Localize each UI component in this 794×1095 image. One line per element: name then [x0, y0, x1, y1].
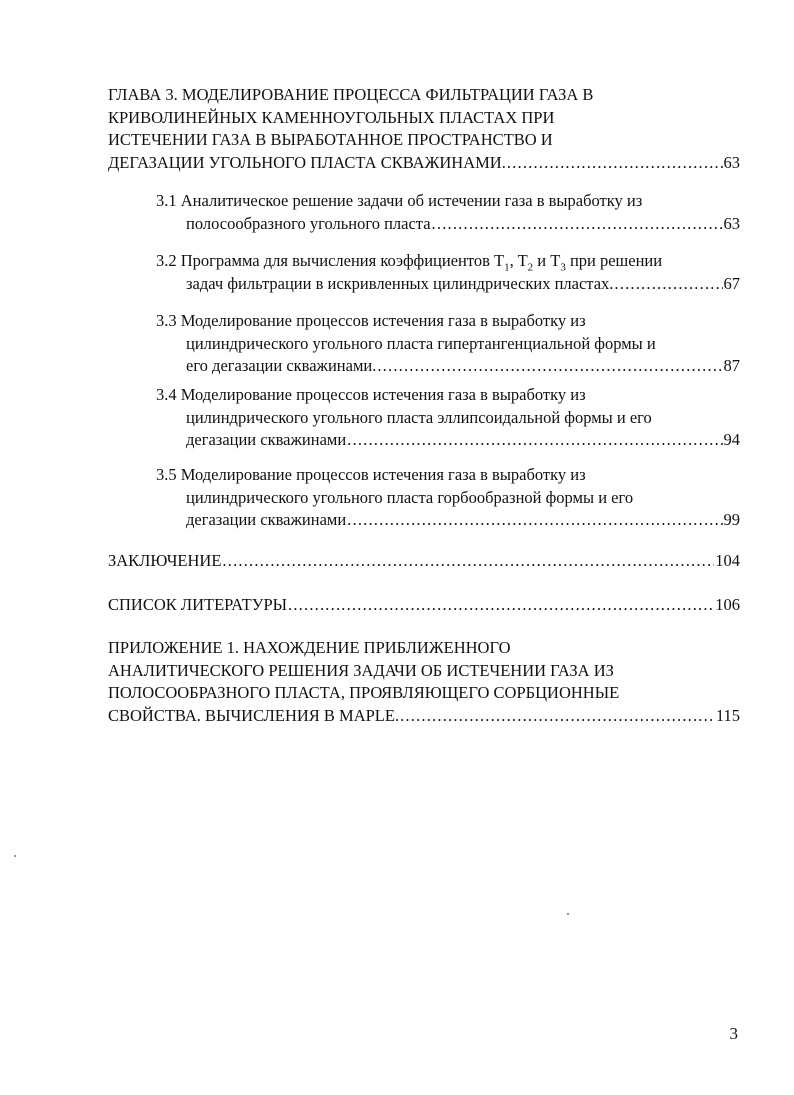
appendix-line-4: СВОЙСТВА. ВЫЧИСЛЕНИЯ В MAPLE. ..... 115: [108, 705, 740, 728]
section-page-number: 63: [723, 213, 740, 233]
appendix-line-2: АНАЛИТИЧЕСКОГО РЕШЕНИЯ ЗАДАЧИ ОБ ИСТЕЧЕНИИ ГАЗА ИЗ: [108, 660, 614, 680]
section-page-number: 94: [723, 430, 740, 449]
section-line-1: 3.5 Моделирование процессов истечения газа в выработку из: [156, 465, 586, 484]
section-line-3: дегазации скважинами ..... 94: [156, 429, 740, 452]
dot-leader: [400, 705, 715, 728]
section-line-2: задач фильтрации в искривленных цилиндрических пластах. ..... 67: [156, 273, 740, 296]
section-page-number: 67: [723, 273, 740, 293]
toc-references[interactable]: [108, 594, 740, 617]
dot-leader: [288, 594, 714, 617]
section-title-part: 3.2 Программа для вычисления коэффициентов $T_1$, $T_2$ и $T_3$ при решении: [156, 251, 663, 274]
toc-conclusion[interactable]: [108, 550, 740, 573]
dot-leader: [432, 213, 723, 236]
section-line-2: цилиндрического угольного пласта горбообразной формы и его: [186, 487, 634, 507]
toc-section-3-2[interactable]: [156, 250, 740, 295]
section-page-number: 99: [723, 510, 740, 529]
section-line-1: 3.3 Моделирование процессов истечения газа в выработку из: [156, 311, 586, 330]
dot-leader: [614, 273, 722, 296]
toc-section-3-3[interactable]: [156, 310, 740, 378]
section-line-2: цилиндрического угольного пласта гипертангенциальной формы и: [186, 333, 656, 353]
toc-section-3-4[interactable]: [156, 384, 740, 452]
toc-section-3-1[interactable]: [156, 190, 740, 235]
references-line: СПИСОК ЛИТЕРАТУРЫ ..... 106: [108, 594, 740, 617]
appendix-line-1: ПРИЛОЖЕНИЕ 1. НАХОЖДЕНИЕ ПРИБЛИЖЕННОГО: [108, 638, 511, 657]
references-page-number: 106: [715, 595, 740, 614]
scan-speck: [14, 855, 16, 857]
page-number: 3: [729, 1024, 738, 1043]
section-line-1: 3.4 Моделирование процессов истечения газа в выработку из: [156, 385, 586, 404]
section-page-number: 87: [723, 356, 740, 375]
section-line-3: его дегазации скважинами. ..... 87: [156, 355, 740, 378]
section-line-3: дегазации скважинами ..... 99: [156, 509, 740, 532]
dot-leader: [347, 429, 722, 452]
appendix-page-number: 115: [715, 705, 740, 725]
section-line-2: полосообразного угольного пласта ..... 63: [156, 213, 740, 236]
dot-leader: [507, 152, 723, 175]
section-line-1: [156, 250, 740, 273]
conclusion-page-number: 104: [715, 551, 740, 570]
chapter-line-2: КРИВОЛИНЕЙНЫХ КАМЕННОУГОЛЬНЫХ ПЛАСТАХ ПРИ: [108, 107, 555, 127]
chapter-page-number: 63: [723, 152, 740, 172]
chapter-line-3: ИСТЕЧЕНИИ ГАЗА В ВЫРАБОТАННОЕ ПРОСТРАНСТВО И: [108, 130, 553, 149]
section-line-1: 3.1 Аналитическое решение задачи об истечении газа в выработку из: [156, 191, 643, 210]
dot-leader: [347, 509, 722, 532]
chapter-line-4: ДЕГАЗАЦИИ УГОЛЬНОГО ПЛАСТА СКВАЖИНАМИ. ..... 63: [108, 152, 740, 175]
toc-section-3-5[interactable]: [156, 464, 740, 532]
dot-leader: [377, 355, 722, 378]
toc-chapter-3[interactable]: [108, 84, 740, 174]
scan-speck: [567, 913, 569, 915]
appendix-line-3: ПОЛОСООБРАЗНОГО ПЛАСТА, ПРОЯВЛЯЮЩЕГО СОРБЦИОННЫЕ: [108, 683, 620, 702]
toc-appendix-1[interactable]: [108, 637, 740, 727]
dot-leader: [222, 550, 714, 573]
section-line-2: цилиндрического угольного пласта эллипсоидальной формы и его: [186, 407, 652, 427]
chapter-line-1: ГЛАВА 3. МОДЕЛИРОВАНИЕ ПРОЦЕССА ФИЛЬТРАЦИИ ГАЗА В: [108, 85, 594, 104]
conclusion-line: ЗАКЛЮЧЕНИЕ ..... 104: [108, 550, 740, 573]
